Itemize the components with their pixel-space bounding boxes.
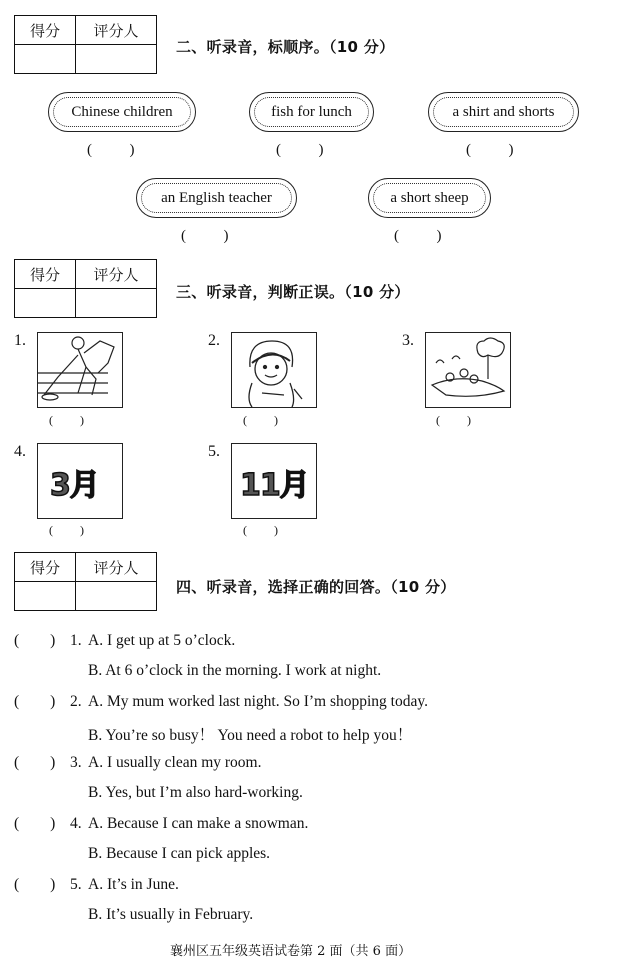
section-2-title: 二、听录音，标顺序。（10 分） [176,38,395,56]
score-label: 得分 [15,16,76,45]
option-a: A. Because I can make a snowman. [88,815,309,832]
answer-blank[interactable]: ( ) [14,754,56,771]
option-a: A. It’s in June. [88,876,179,893]
option-pill: a shirt and shorts [428,92,579,132]
item-number: 3. [402,332,414,349]
answer-blank[interactable]: ( ) [394,228,442,244]
person-sweeping-floor-picture [37,332,123,408]
item-number: 5. [208,443,220,460]
question-number: 4. [70,815,82,832]
option-b: B. It’s usually in February. [88,906,254,923]
item-number: 4. [14,443,26,460]
grader-cell[interactable] [76,582,157,611]
answer-blank[interactable]: ( ) [14,693,56,710]
answer-blank[interactable]: ( ) [243,523,278,537]
question-number: 5. [70,876,82,893]
grader-label: 评分人 [76,260,157,289]
score-table-2 [14,259,157,318]
page-footer: 襄州区五年级英语试卷第 2 面（共 6 面） [170,944,412,959]
grader-label: 评分人 [76,553,157,582]
score-label: 得分 [15,553,76,582]
answer-blank[interactable]: ( ) [49,413,84,427]
score-table-3 [14,552,157,611]
section-3-title: 三、听录音，判断正误。（10 分） [176,283,410,301]
child-writing-picture [231,332,317,408]
score-table-1 [14,15,157,74]
answer-blank[interactable]: ( ) [87,142,135,158]
answer-blank[interactable]: ( ) [436,413,471,427]
question-number: 2. [70,693,82,710]
grader-cell[interactable] [76,45,157,74]
option-a: A. I usually clean my room. [88,754,262,771]
answer-blank[interactable]: ( ) [243,413,278,427]
calendar-november-picture [231,443,317,519]
month-label: 11月 [240,468,309,503]
answer-blank[interactable]: ( ) [181,228,229,244]
answer-blank[interactable]: ( ) [466,142,514,158]
answer-blank[interactable]: ( ) [14,632,56,649]
grader-label: 评分人 [76,16,157,45]
item-number: 2. [208,332,220,349]
option-b: B. Because I can pick apples. [88,845,271,862]
item-number: 1. [14,332,26,349]
option-a: A. My mum worked last night. So I’m shopping today. [88,693,428,710]
question-number: 1. [70,632,82,649]
score-cell[interactable] [15,582,76,611]
calendar-march-picture [37,443,123,519]
option-pill: fish for lunch [249,92,374,132]
section-4-title: 四、听录音，选择正确的回答。（10 分） [176,578,456,596]
picnic-under-tree-picture [425,332,511,408]
answer-blank[interactable]: ( ) [14,876,56,893]
score-cell[interactable] [15,289,76,318]
month-label: 3月 [50,468,99,503]
answer-blank[interactable]: ( ) [276,142,324,158]
option-b: B. Yes, but I’m also hard-working. [88,784,303,801]
option-b: B. You’re so busy！ You need a robot to help you！ [88,727,413,744]
option-pill: Chinese children [48,92,196,132]
answer-blank[interactable]: ( ) [49,523,84,537]
question-number: 3. [70,754,82,771]
grader-cell[interactable] [76,289,157,318]
score-label: 得分 [15,260,76,289]
score-cell[interactable] [15,45,76,74]
answer-blank[interactable]: ( ) [14,815,56,832]
option-b: B. At 6 o’clock in the morning. I work at night. [88,662,382,679]
option-a: A. I get up at 5 o’clock. [88,632,236,649]
option-pill: an English teacher [136,178,297,218]
option-pill: a short sheep [368,178,491,218]
